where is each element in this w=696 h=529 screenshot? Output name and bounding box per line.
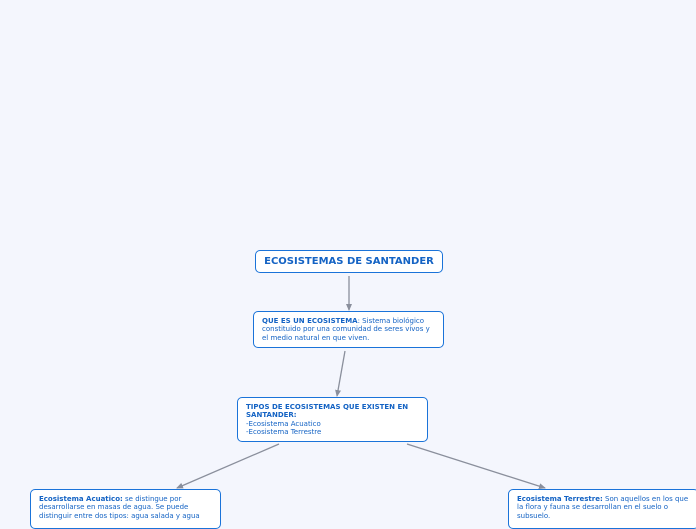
tipos-item-terrestre: -Ecosistema Terrestre (246, 428, 322, 437)
node-ecosistema-acuatico[interactable] (30, 489, 221, 529)
terrestre-text: Son aquellos en los que la flora y fauna se desarrollan en el suelo o subsuelo. (517, 495, 689, 520)
connector-tipos-acuatico (177, 444, 279, 488)
tipos-heading: TIPOS DE ECOSISTEMAS QUE EXISTEN EN SANTANDER: (246, 403, 409, 420)
node-ecosistema-terrestre[interactable] (508, 489, 696, 529)
connector-que-tipos (337, 351, 345, 396)
tipos-item-acuatico: -Ecosistema Acuatico (246, 419, 321, 428)
node-tipos-ecosistemas[interactable] (237, 397, 428, 442)
root-title: ECOSISTEMAS DE SANTANDER (264, 256, 434, 267)
que-es-text: : Sistema biológico constituido por una comunidad de seres vivos y el medio natural en que viven. (262, 317, 430, 342)
root-node[interactable] (255, 250, 443, 273)
node-que-es-ecosistema[interactable] (253, 311, 444, 348)
connector-tipos-terrestre (407, 444, 545, 488)
que-es-heading: QUE ES UN ECOSISTEMA (262, 317, 358, 325)
acuatico-text: se distingue por desarrollarse en masas de agua. Se puede distinguir entre dos tipos: agua salada y agua (39, 495, 200, 520)
terrestre-heading: Ecosistema Terrestre: (517, 495, 603, 503)
acuatico-heading: Ecosistema Acuatico: (39, 495, 123, 503)
